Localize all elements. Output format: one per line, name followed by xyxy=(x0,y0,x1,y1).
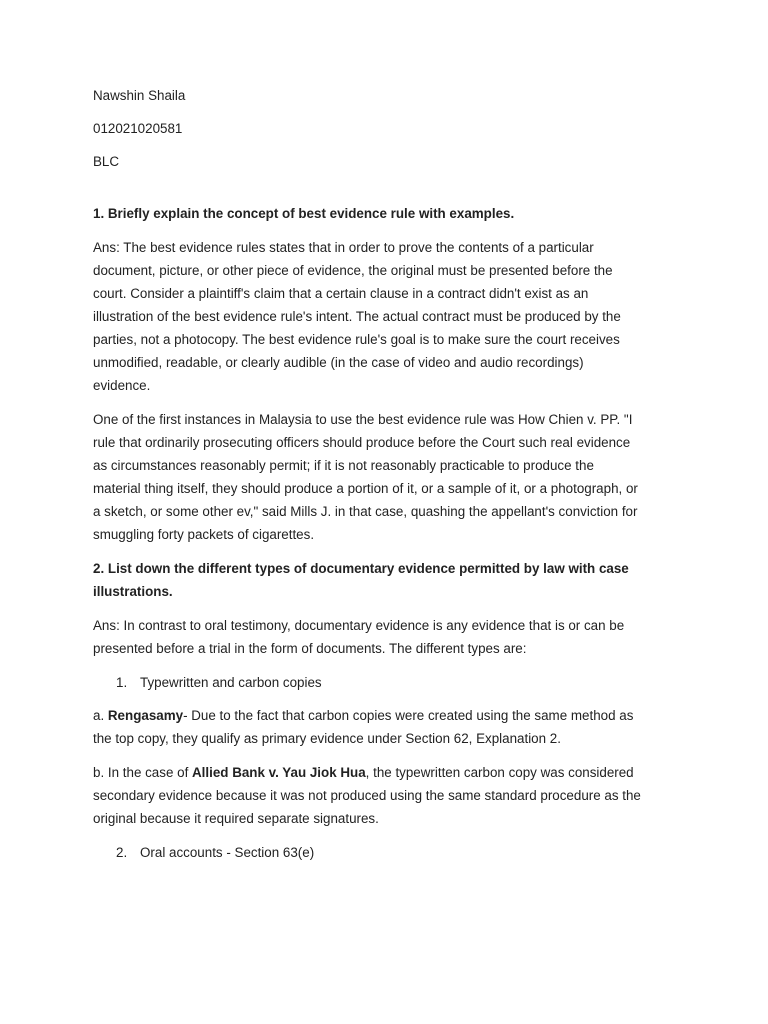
author-name: Nawshin Shaila xyxy=(93,88,186,103)
answer-line: court. Consider a plaintiff's claim that a certain clause in a contract didn't exist as an xyxy=(93,286,589,301)
student-id: 012021020581 xyxy=(93,121,183,136)
paragraph-line: secondary evidence because it was not produced using the same standard procedure as the xyxy=(93,788,641,803)
paragraph-line xyxy=(93,704,683,727)
question-2-answer xyxy=(93,614,683,660)
case-line: rule that ordinarily prosecuting officers should produce before the Court such real evidence xyxy=(93,435,631,450)
answer-line: Ans: The best evidence rules states that in order to prove the contents of a particular xyxy=(93,240,594,255)
paragraph-prefix: a. xyxy=(93,708,108,723)
heading-line: 2. List down the different types of documentary evidence permitted by law with case xyxy=(93,561,629,576)
paragraph-line: original because it required separate signatures. xyxy=(93,811,379,826)
case-name: Rengasamy xyxy=(107,708,184,723)
list-text: Typewritten and carbon copies xyxy=(140,675,322,690)
case-name: Allied Bank v. Yau Jiok Hua xyxy=(192,765,366,780)
answer-line: illustration of the best evidence rule's intent. The actual contract must be produced by the xyxy=(93,309,621,324)
answer-line: unmodified, readable, or clearly audible (in the case of video and audio recordings) xyxy=(93,355,584,370)
case-line: a sketch, or some other ev," said Mills J. in that case, quashing the appellant's conviction for xyxy=(93,504,638,519)
answer-line: parties, not a photocopy. The best evidence rule's goal is to make sure the court receives xyxy=(93,332,620,347)
list-number: 2. xyxy=(116,845,128,860)
case-line: as circumstances reasonably permit; if it is not reasonably practicable to produce the xyxy=(93,458,594,473)
list-number: 1. xyxy=(116,675,128,690)
heading-line: illustrations. xyxy=(93,584,173,599)
paragraph-b xyxy=(93,761,683,830)
paragraph-line: the top copy, they qualify as primary evidence under Section 62, Explanation 2. xyxy=(93,731,561,746)
answer-line: document, picture, or other piece of evidence, the original must be presented before the xyxy=(93,263,613,278)
answer-line: evidence. xyxy=(93,378,151,393)
course-code: BLC xyxy=(93,154,120,169)
case-line: One of the first instances in Malaysia to use the best evidence rule was How Chien v. PP. "I xyxy=(93,412,633,427)
paragraph-prefix: b. In the case of xyxy=(93,765,193,780)
list-item-2 xyxy=(93,841,683,864)
question-1-case-paragraph xyxy=(93,408,683,546)
question-1-answer xyxy=(93,236,683,397)
paragraph-a xyxy=(93,704,683,750)
answer-line: presented before a trial in the form of documents. The different types are: xyxy=(93,641,527,656)
case-line: smuggling forty packets of cigarettes. xyxy=(93,527,315,542)
answer-line: Ans: In contrast to oral testimony, documentary evidence is any evidence that is or can be xyxy=(93,618,625,633)
paragraph-text: , the typewritten carbon copy was considered xyxy=(365,765,634,780)
list-item-1 xyxy=(93,671,683,694)
paragraph-line xyxy=(93,761,683,784)
list-text: Oral accounts - Section 63(e) xyxy=(140,845,315,860)
document-page xyxy=(93,84,683,874)
case-line: material thing itself, they should produce a portion of it, or a sample of it, or a photograph, or xyxy=(93,481,638,496)
question-2-heading xyxy=(93,557,683,603)
question-1-heading: 1. Briefly explain the concept of best evidence rule with examples. xyxy=(93,206,515,221)
paragraph-text: - Due to the fact that carbon copies were created using the same method as xyxy=(183,708,634,723)
